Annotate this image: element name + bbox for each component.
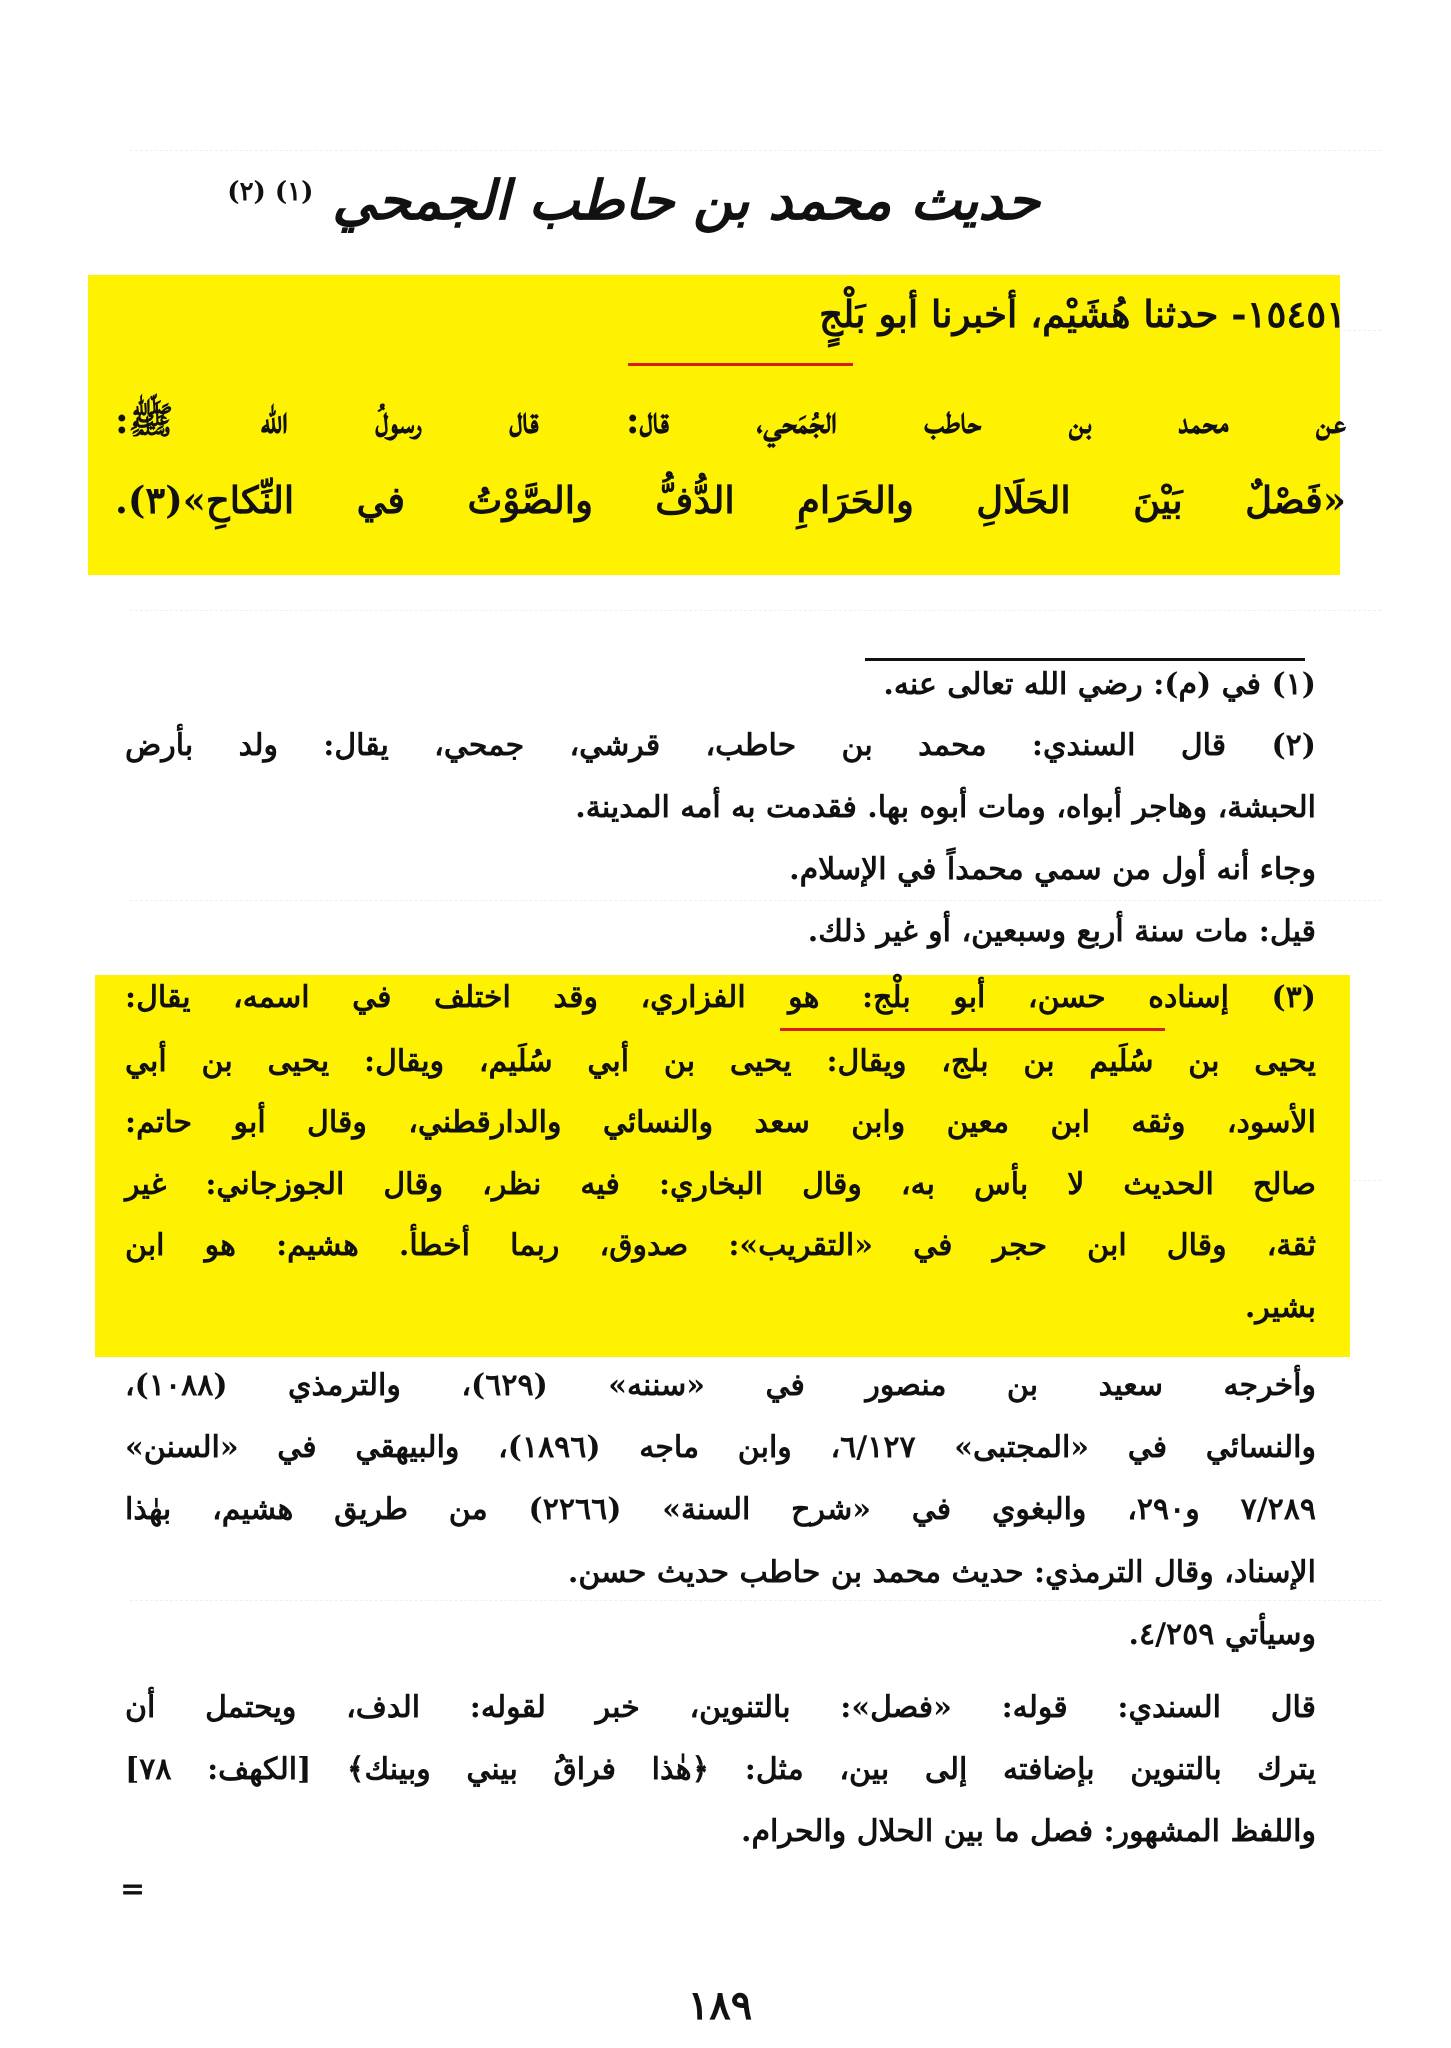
footnote-line-5: قيل: مات سنة أربع وسبعين، أو غير ذلك.: [807, 914, 1316, 949]
footnote-line-2: (٢) قال السندي: محمد بن حاطب، قرشي، جمحي، يقال: ولد بأرض: [125, 728, 1316, 763]
chapter-title-footnote-refs: (١) (٢): [227, 177, 314, 207]
footnote-line-11: بشير.: [1244, 1290, 1316, 1325]
footnote-separator: [865, 658, 1305, 661]
footnote-line-12: وأخرجه سعيد بن منصور في «سننه» (٦٢٩)، والترمذي (١٠٨٨)،: [125, 1368, 1316, 1403]
chapter-title-text: حديث محمد بن حاطب الجمحي: [332, 168, 1040, 232]
hadith-line-1: ١٥٤٥١- حدثنا هُشَيْم، أخبرنا أبو بَلْجٍ: [819, 292, 1346, 336]
footnote-line-6: (٣) إسناده حسن، أبو بلْج: هو الفزاري، وقد اختلف في اسمه، يقال:: [125, 980, 1316, 1015]
footnote-line-19: واللفظ المشهور: فصل ما بين الحلال والحرام.: [741, 1814, 1316, 1849]
footnote-line-16: وسيأتي ٤/٢٥٩.: [1128, 1617, 1316, 1652]
footnote-line-15: الإسناد، وقال الترمذي: حديث محمد بن حاطب حديث حسن.: [567, 1555, 1316, 1590]
chapter-title: [227, 168, 1040, 232]
footnote-line-4: وجاء أنه أول من سمي محمداً في الإسلام.: [789, 852, 1316, 887]
footnote-line-7: يحيى بن سُلَيم بن بلج، ويقال: يحيى بن أبي سُلَيم، ويقال: يحيى بن أبي: [125, 1044, 1316, 1079]
footnote-line-3: الحبشة، وهاجر أبواه، ومات أبوه بها. فقدمت به أمه المدينة.: [575, 790, 1316, 825]
continuation-mark: =: [120, 1872, 146, 1907]
footnote-line-18: يترك بالتنوين بإضافته إلى بين، مثل: ﴿هٰذا فراقُ بيني وبينك﴾ [الكهف: ٧٨]: [125, 1752, 1316, 1787]
narrator-underline: [628, 363, 853, 366]
hadith-line-3: «فَصْلٌ بَيْنَ الحَلَالِ والحَرَامِ الدُّفُّ والصَّوْتُ في النِّكاحِ»(٣).: [115, 478, 1346, 522]
footnote-line-14: ٧/٢٨٩ و٢٩٠، والبغوي في «شرح السنة» (٢٢٦٦) من طريق هشيم، بهٰذا: [125, 1492, 1316, 1527]
footnote-line-13: والنسائي في «المجتبى» ٦/١٢٧، وابن ماجه (١٨٩٦)، والبيهقي في «السنن»: [125, 1430, 1317, 1465]
footnote-line-10: ثقة، وقال ابن حجر في «التقريب»: صدوق، ربما أخطأ. هشيم: هو ابن: [125, 1228, 1316, 1263]
page-number: ١٨٩: [687, 1982, 753, 2029]
footnote-line-9: صالح الحديث لا بأس به، وقال البخاري: فيه نظر، وقال الجوزجاني: غير: [125, 1167, 1316, 1202]
narrator-note-underline: [780, 1028, 1165, 1031]
hadith-line-2: عن محمد بن حاطب الجُمَحي، قال: قال رسولُ الله ﷺ:: [115, 398, 1346, 442]
footnote-line-17: قال السندي: قوله: «فصل»: بالتنوين، خبر لقوله: الدف، ويحتمل أن: [125, 1690, 1316, 1725]
footnote-line-8: الأسود، وثقه ابن معين وابن سعد والنسائي والدارقطني، وقال أبو حاتم:: [125, 1105, 1316, 1140]
footnote-line-1: (١) في (م): رضي الله تعالى عنه.: [883, 667, 1316, 702]
